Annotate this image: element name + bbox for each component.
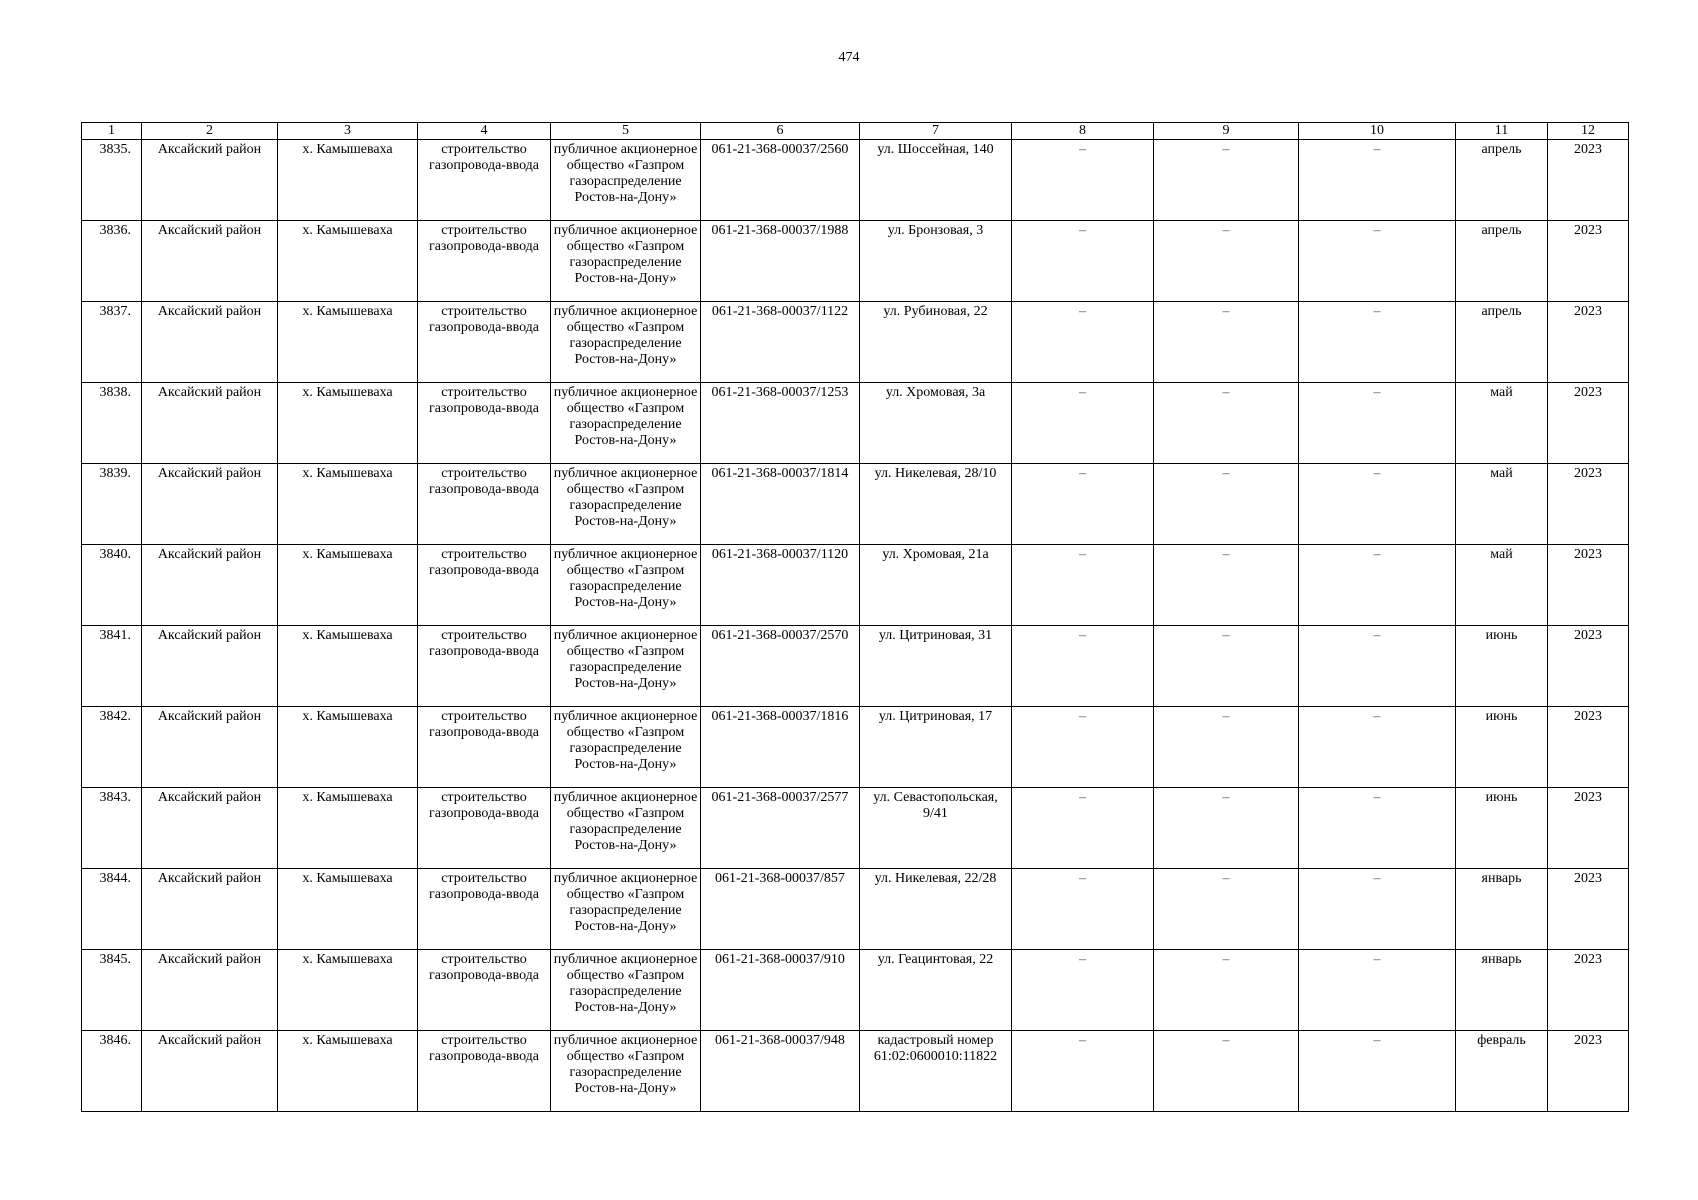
column-8-cell: – [1012, 221, 1154, 302]
address-cell: ул. Хромовая, 21а [860, 545, 1012, 626]
year-cell: 2023 [1548, 707, 1629, 788]
column-9-cell: – [1154, 302, 1299, 383]
column-10-cell: – [1299, 707, 1456, 788]
organization-cell: публичное акционерное общество «Газпром газораспределение Ростов-на-Дону» [551, 707, 701, 788]
register-table [81, 122, 1629, 1112]
row-number: 3837. [82, 302, 142, 383]
address-cell: ул. Шоссейная, 140 [860, 140, 1012, 221]
year-cell: 2023 [1548, 869, 1629, 950]
row-number: 3844. [82, 869, 142, 950]
work-type-cell: строительство газопровода-ввода [418, 707, 551, 788]
month-cell: июнь [1456, 788, 1548, 869]
column-10-cell: – [1299, 869, 1456, 950]
row-number: 3846. [82, 1031, 142, 1112]
month-cell: апрель [1456, 302, 1548, 383]
column-10-cell: – [1299, 1031, 1456, 1112]
column-10-cell: – [1299, 221, 1456, 302]
column-header: 5 [551, 123, 701, 140]
settlement-cell: х. Камышеваха [278, 950, 418, 1031]
column-number-row [82, 123, 1629, 140]
year-cell: 2023 [1548, 302, 1629, 383]
column-10-cell: – [1299, 302, 1456, 383]
address-cell: ул. Цитриновая, 17 [860, 707, 1012, 788]
column-8-cell: – [1012, 1031, 1154, 1112]
column-8-cell: – [1012, 302, 1154, 383]
row-number: 3838. [82, 383, 142, 464]
project-code-cell: 061-21-368-00037/948 [701, 1031, 860, 1112]
project-code-cell: 061-21-368-00037/1120 [701, 545, 860, 626]
district-cell: Аксайский район [142, 464, 278, 545]
organization-cell: публичное акционерное общество «Газпром газораспределение Ростов-на-Дону» [551, 545, 701, 626]
table-row [82, 707, 1629, 788]
project-code-cell: 061-21-368-00037/1814 [701, 464, 860, 545]
project-code-cell: 061-21-368-00037/1122 [701, 302, 860, 383]
table-row [82, 302, 1629, 383]
settlement-cell: х. Камышеваха [278, 464, 418, 545]
district-cell: Аксайский район [142, 788, 278, 869]
work-type-cell: строительство газопровода-ввода [418, 545, 551, 626]
column-header: 11 [1456, 123, 1548, 140]
column-8-cell: – [1012, 626, 1154, 707]
column-header: 1 [82, 123, 142, 140]
year-cell: 2023 [1548, 545, 1629, 626]
work-type-cell: строительство газопровода-ввода [418, 1031, 551, 1112]
year-cell: 2023 [1548, 221, 1629, 302]
column-10-cell: – [1299, 626, 1456, 707]
table-row [82, 626, 1629, 707]
year-cell: 2023 [1548, 788, 1629, 869]
year-cell: 2023 [1548, 140, 1629, 221]
month-cell: май [1456, 383, 1548, 464]
work-type-cell: строительство газопровода-ввода [418, 869, 551, 950]
address-cell: ул. Цитриновая, 31 [860, 626, 1012, 707]
column-8-cell: – [1012, 707, 1154, 788]
column-8-cell: – [1012, 383, 1154, 464]
work-type-cell: строительство газопровода-ввода [418, 302, 551, 383]
organization-cell: публичное акционерное общество «Газпром газораспределение Ростов-на-Дону» [551, 464, 701, 545]
settlement-cell: х. Камышеваха [278, 707, 418, 788]
work-type-cell: строительство газопровода-ввода [418, 950, 551, 1031]
work-type-cell: строительство газопровода-ввода [418, 464, 551, 545]
month-cell: июнь [1456, 707, 1548, 788]
work-type-cell: строительство газопровода-ввода [418, 383, 551, 464]
column-10-cell: – [1299, 140, 1456, 221]
column-9-cell: – [1154, 626, 1299, 707]
row-number: 3840. [82, 545, 142, 626]
district-cell: Аксайский район [142, 302, 278, 383]
table-row [82, 383, 1629, 464]
organization-cell: публичное акционерное общество «Газпром газораспределение Ростов-на-Дону» [551, 302, 701, 383]
table-row [82, 464, 1629, 545]
table-row [82, 869, 1629, 950]
column-header: 6 [701, 123, 860, 140]
month-cell: апрель [1456, 140, 1548, 221]
month-cell: май [1456, 464, 1548, 545]
project-code-cell: 061-21-368-00037/857 [701, 869, 860, 950]
row-number: 3841. [82, 626, 142, 707]
column-9-cell: – [1154, 788, 1299, 869]
month-cell: февраль [1456, 1031, 1548, 1112]
column-header: 12 [1548, 123, 1629, 140]
table-row [82, 1031, 1629, 1112]
year-cell: 2023 [1548, 1031, 1629, 1112]
table-row [82, 788, 1629, 869]
column-9-cell: – [1154, 383, 1299, 464]
address-cell: ул. Никелевая, 22/28 [860, 869, 1012, 950]
month-cell: январь [1456, 950, 1548, 1031]
district-cell: Аксайский район [142, 221, 278, 302]
district-cell: Аксайский район [142, 869, 278, 950]
address-cell: ул. Бронзовая, 3 [860, 221, 1012, 302]
work-type-cell: строительство газопровода-ввода [418, 626, 551, 707]
table-row [82, 140, 1629, 221]
settlement-cell: х. Камышеваха [278, 383, 418, 464]
column-10-cell: – [1299, 788, 1456, 869]
address-cell: ул. Рубиновая, 22 [860, 302, 1012, 383]
column-header: 9 [1154, 123, 1299, 140]
settlement-cell: х. Камышеваха [278, 221, 418, 302]
district-cell: Аксайский район [142, 626, 278, 707]
column-8-cell: – [1012, 788, 1154, 869]
address-cell: ул. Хромовая, 3а [860, 383, 1012, 464]
project-code-cell: 061-21-368-00037/2560 [701, 140, 860, 221]
column-10-cell: – [1299, 950, 1456, 1031]
month-cell: июнь [1456, 626, 1548, 707]
year-cell: 2023 [1548, 464, 1629, 545]
organization-cell: публичное акционерное общество «Газпром газораспределение Ростов-на-Дону» [551, 626, 701, 707]
district-cell: Аксайский район [142, 707, 278, 788]
column-9-cell: – [1154, 869, 1299, 950]
row-number: 3845. [82, 950, 142, 1031]
settlement-cell: х. Камышеваха [278, 1031, 418, 1112]
address-cell: ул. Геацинтовая, 22 [860, 950, 1012, 1031]
organization-cell: публичное акционерное общество «Газпром газораспределение Ростов-на-Дону» [551, 950, 701, 1031]
column-header: 3 [278, 123, 418, 140]
column-header: 10 [1299, 123, 1456, 140]
month-cell: апрель [1456, 221, 1548, 302]
column-10-cell: – [1299, 383, 1456, 464]
settlement-cell: х. Камышеваха [278, 626, 418, 707]
settlement-cell: х. Камышеваха [278, 788, 418, 869]
month-cell: январь [1456, 869, 1548, 950]
table-row [82, 950, 1629, 1031]
year-cell: 2023 [1548, 626, 1629, 707]
project-code-cell: 061-21-368-00037/1988 [701, 221, 860, 302]
organization-cell: публичное акционерное общество «Газпром газораспределение Ростов-на-Дону» [551, 383, 701, 464]
column-8-cell: – [1012, 140, 1154, 221]
settlement-cell: х. Камышеваха [278, 140, 418, 221]
project-code-cell: 061-21-368-00037/2577 [701, 788, 860, 869]
organization-cell: публичное акционерное общество «Газпром газораспределение Ростов-на-Дону» [551, 140, 701, 221]
row-number: 3843. [82, 788, 142, 869]
year-cell: 2023 [1548, 950, 1629, 1031]
column-10-cell: – [1299, 464, 1456, 545]
column-9-cell: – [1154, 464, 1299, 545]
column-8-cell: – [1012, 545, 1154, 626]
row-number: 3835. [82, 140, 142, 221]
address-cell: ул. Севастопольская, 9/41 [860, 788, 1012, 869]
district-cell: Аксайский район [142, 545, 278, 626]
column-9-cell: – [1154, 1031, 1299, 1112]
district-cell: Аксайский район [142, 1031, 278, 1112]
column-9-cell: – [1154, 707, 1299, 788]
column-9-cell: – [1154, 221, 1299, 302]
column-9-cell: – [1154, 545, 1299, 626]
column-9-cell: – [1154, 950, 1299, 1031]
table-row [82, 221, 1629, 302]
settlement-cell: х. Камышеваха [278, 545, 418, 626]
column-header: 7 [860, 123, 1012, 140]
settlement-cell: х. Камышеваха [278, 869, 418, 950]
column-10-cell: – [1299, 545, 1456, 626]
district-cell: Аксайский район [142, 140, 278, 221]
page-number: 474 [838, 50, 860, 65]
project-code-cell: 061-21-368-00037/1253 [701, 383, 860, 464]
column-8-cell: – [1012, 869, 1154, 950]
project-code-cell: 061-21-368-00037/1816 [701, 707, 860, 788]
organization-cell: публичное акционерное общество «Газпром газораспределение Ростов-на-Дону» [551, 788, 701, 869]
row-number: 3836. [82, 221, 142, 302]
column-header: 2 [142, 123, 278, 140]
work-type-cell: строительство газопровода-ввода [418, 221, 551, 302]
row-number: 3839. [82, 464, 142, 545]
organization-cell: публичное акционерное общество «Газпром газораспределение Ростов-на-Дону» [551, 1031, 701, 1112]
table-body [82, 123, 1629, 1112]
column-8-cell: – [1012, 464, 1154, 545]
district-cell: Аксайский район [142, 950, 278, 1031]
column-9-cell: – [1154, 140, 1299, 221]
district-cell: Аксайский район [142, 383, 278, 464]
settlement-cell: х. Камышеваха [278, 302, 418, 383]
project-code-cell: 061-21-368-00037/910 [701, 950, 860, 1031]
address-cell: ул. Никелевая, 28/10 [860, 464, 1012, 545]
organization-cell: публичное акционерное общество «Газпром газораспределение Ростов-на-Дону» [551, 869, 701, 950]
work-type-cell: строительство газопровода-ввода [418, 140, 551, 221]
work-type-cell: строительство газопровода-ввода [418, 788, 551, 869]
column-8-cell: – [1012, 950, 1154, 1031]
year-cell: 2023 [1548, 383, 1629, 464]
project-code-cell: 061-21-368-00037/2570 [701, 626, 860, 707]
row-number: 3842. [82, 707, 142, 788]
column-header: 4 [418, 123, 551, 140]
organization-cell: публичное акционерное общество «Газпром газораспределение Ростов-на-Дону» [551, 221, 701, 302]
table-row [82, 545, 1629, 626]
month-cell: май [1456, 545, 1548, 626]
address-cell: кадастровый номер 61:02:0600010:11822 [860, 1031, 1012, 1112]
column-header: 8 [1012, 123, 1154, 140]
